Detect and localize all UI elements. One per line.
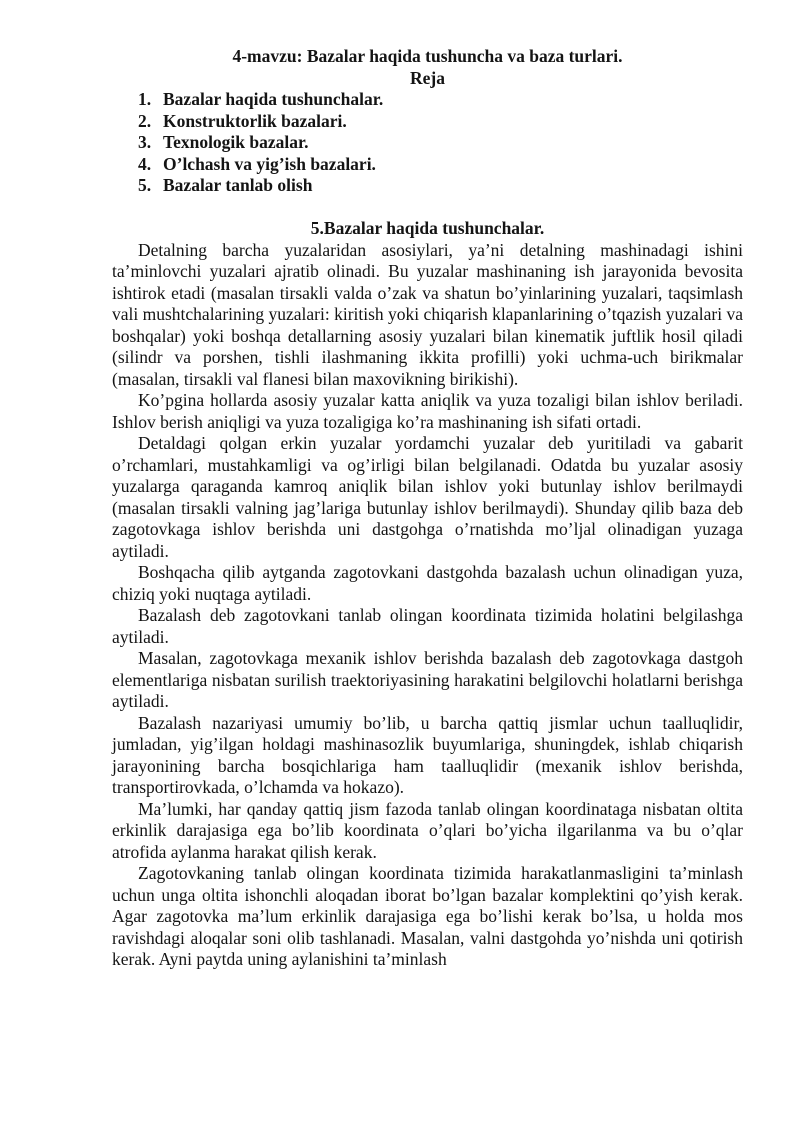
plan-item-number: 2. xyxy=(138,110,152,131)
body-paragraph: Bazalash nazariyasi umumiy bo’lib, u barcha qattiq jismlar uchun taalluqlidir, jumladan, yig’ilgan holdagi mashinasozlik buyumlariga, shuningdek, ishlab chiqarish jarayonining barcha bosqichlariga ham taalluqlidir (mexanik ishlov berishda, transportirovkada, o’lchamda va hokazo). xyxy=(112,712,743,797)
section-heading: 5.Bazalar haqida tushunchalar. xyxy=(310,218,545,238)
plan-item-number: 4. xyxy=(138,153,152,174)
body-paragraph: Masalan, zagotovkaga mexanik ishlov berishda bazalash deb zagotovkaga dastgoh elementlariga nisbatan surilish traektoriyasining harakatini belgilovchi holatlarni berishga aytiladi. xyxy=(112,648,743,711)
body-paragraph: Detalning barcha yuzalaridan asosiylari, ya’ni detalning mashinadagi ishini ta’minlovchi yuzalari ajratib olinadi. Bu yuzalar mashinaning ish jarayonida bevosita ishtirok etadi (masalan tirsakli valda o’zak va shatun bo’yinlarining yuzalari, taqsimlash vali mushtchalarining yuzalari: kiritish yoki chiqarish klapanlarining o’tqazish yuzalari va boshqalar) yoki boshqa detallarning asosiy yuzalari bilan kinematik juftlik hosil qiladi (silindr va porshen, tishli ilashmaning ikkita profilli) yoki uchma-uch birikmalar (masalan, tirsakli val flanesi bilan maxovikning birikishi). xyxy=(112,239,743,389)
body-paragraph: Boshqacha qilib aytganda zagotovkani dastgohda bazalash uchun olinadigan yuza, chiziq yoki nuqtaga aytiladi. xyxy=(112,562,743,604)
plan-item-label: Konstruktorlik bazalari. xyxy=(163,110,347,131)
body-paragraph: Zagotovkaning tanlab olingan koordinata tizimida harakatlanmasligini ta’minlash uchun unga oltita ishonchli aloqadan iborat bo’lgan bazalar komplektini qo’yish kerak. Agar zagotovka ma’lum erkinlik darajasiga ega bo’lishi kerak bo’lsa, u holda mos ravishdagi aloqalar soni olib tashlanadi. Masalan, valni dastgohda yo’nishda uni qotirish kerak. Ayni paytda uning aylanishini ta’minlash xyxy=(112,863,743,969)
body-paragraph: Ko’pgina hollarda asosiy yuzalar katta aniqlik va yuza tozaligi bilan ishlov beriladi. Ishlov berish aniqligi va yuza tozaligiga ko’ra mashinaning ish sifati ortadi. xyxy=(112,390,743,432)
plan-item xyxy=(138,111,743,133)
plan-item-number: 1. xyxy=(138,89,152,109)
plan-item-number: 5. xyxy=(138,175,152,195)
plan-item xyxy=(138,132,743,154)
body-paragraph: Ma’lumki, har qanday qattiq jism fazoda tanlab olingan koordinataga nisbatan oltita erkinlik darajasiga ega bo’lib koordinata o’qlari bo’yicha ilgarilanma va bu o’qlar atrofida aylanma harakat qilish kerak. xyxy=(112,798,743,862)
plan-item-label: Bazalar tanlab olish xyxy=(163,175,313,195)
body-paragraph: Bazalash deb zagotovkani tanlab olingan koordinata tizimida holatini belgilashga aytiladi. xyxy=(112,605,743,647)
body-paragraph: Detaldagi qolgan erkin yuzalar yordamchi yuzalar deb yuritiladi va gabarit o’rchamlari, mustahkamligi va og’irligi bilan belgilanadi. Odatda bu yuzalar asosiy yuzalarga qaraganda kamroq aniqlik bilan ishlov yoki butunlay ishlov berilmaydi (masalan tirsakli valning jag’lariga butunlay ishlov berilmaydi). Shunday qilib baza deb zagotovkaga ishlov berishda uni dastgohga o’rnatishda mo’ljal olinadigan yuzaga aytiladi. xyxy=(112,433,743,561)
plan-item-label: Texnologik bazalar. xyxy=(163,132,309,152)
plan-item-label: Bazalar haqida tushunchalar. xyxy=(163,89,384,109)
plan-item xyxy=(138,175,743,197)
plan-item-label: O’lchash va yig’ish bazalari. xyxy=(163,153,376,174)
plan-item xyxy=(138,154,743,176)
plan-item-number: 3. xyxy=(138,132,152,152)
plan-item xyxy=(138,89,743,111)
plan-heading: Reja xyxy=(410,67,445,88)
document-title: 4-mavzu: Bazalar haqida tushuncha va baza turlari. xyxy=(232,46,623,66)
plan-list xyxy=(112,89,743,197)
